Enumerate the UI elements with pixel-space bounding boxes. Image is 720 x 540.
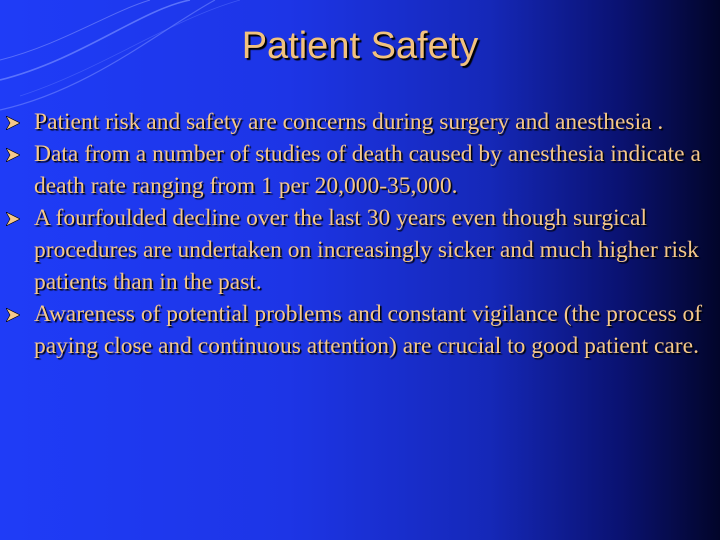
bullet-text: Awareness of potential problems and constant vigilance (the process of paying close and continuous attention) are crucial to good patient care.: [34, 301, 703, 359]
bullet-item: [0, 298, 720, 362]
slide-title: Patient Safety: [241, 25, 479, 67]
arrowhead-bullet-icon: [6, 212, 20, 226]
arrowhead-bullet-icon: [6, 308, 20, 322]
bullet-text: Data from a number of studies of death caused by anesthesia indicate a death rate ranging from 1 per 20,000-35,000.: [34, 141, 701, 199]
bullet-item: [0, 106, 720, 138]
bullet-text: A fourfoulded decline over the last 30 years even though surgical procedures are undertaken on increasingly sicker and much higher risk patients than in the past.: [34, 205, 699, 295]
bullet-item: [0, 202, 720, 298]
bullet-list: [0, 106, 720, 362]
arrowhead-bullet-icon: [6, 116, 20, 130]
arrowhead-bullet-icon: [6, 148, 20, 162]
bullet-text: Patient risk and safety are concerns during surgery and anesthesia .: [34, 109, 664, 135]
bullet-item: [0, 138, 720, 202]
